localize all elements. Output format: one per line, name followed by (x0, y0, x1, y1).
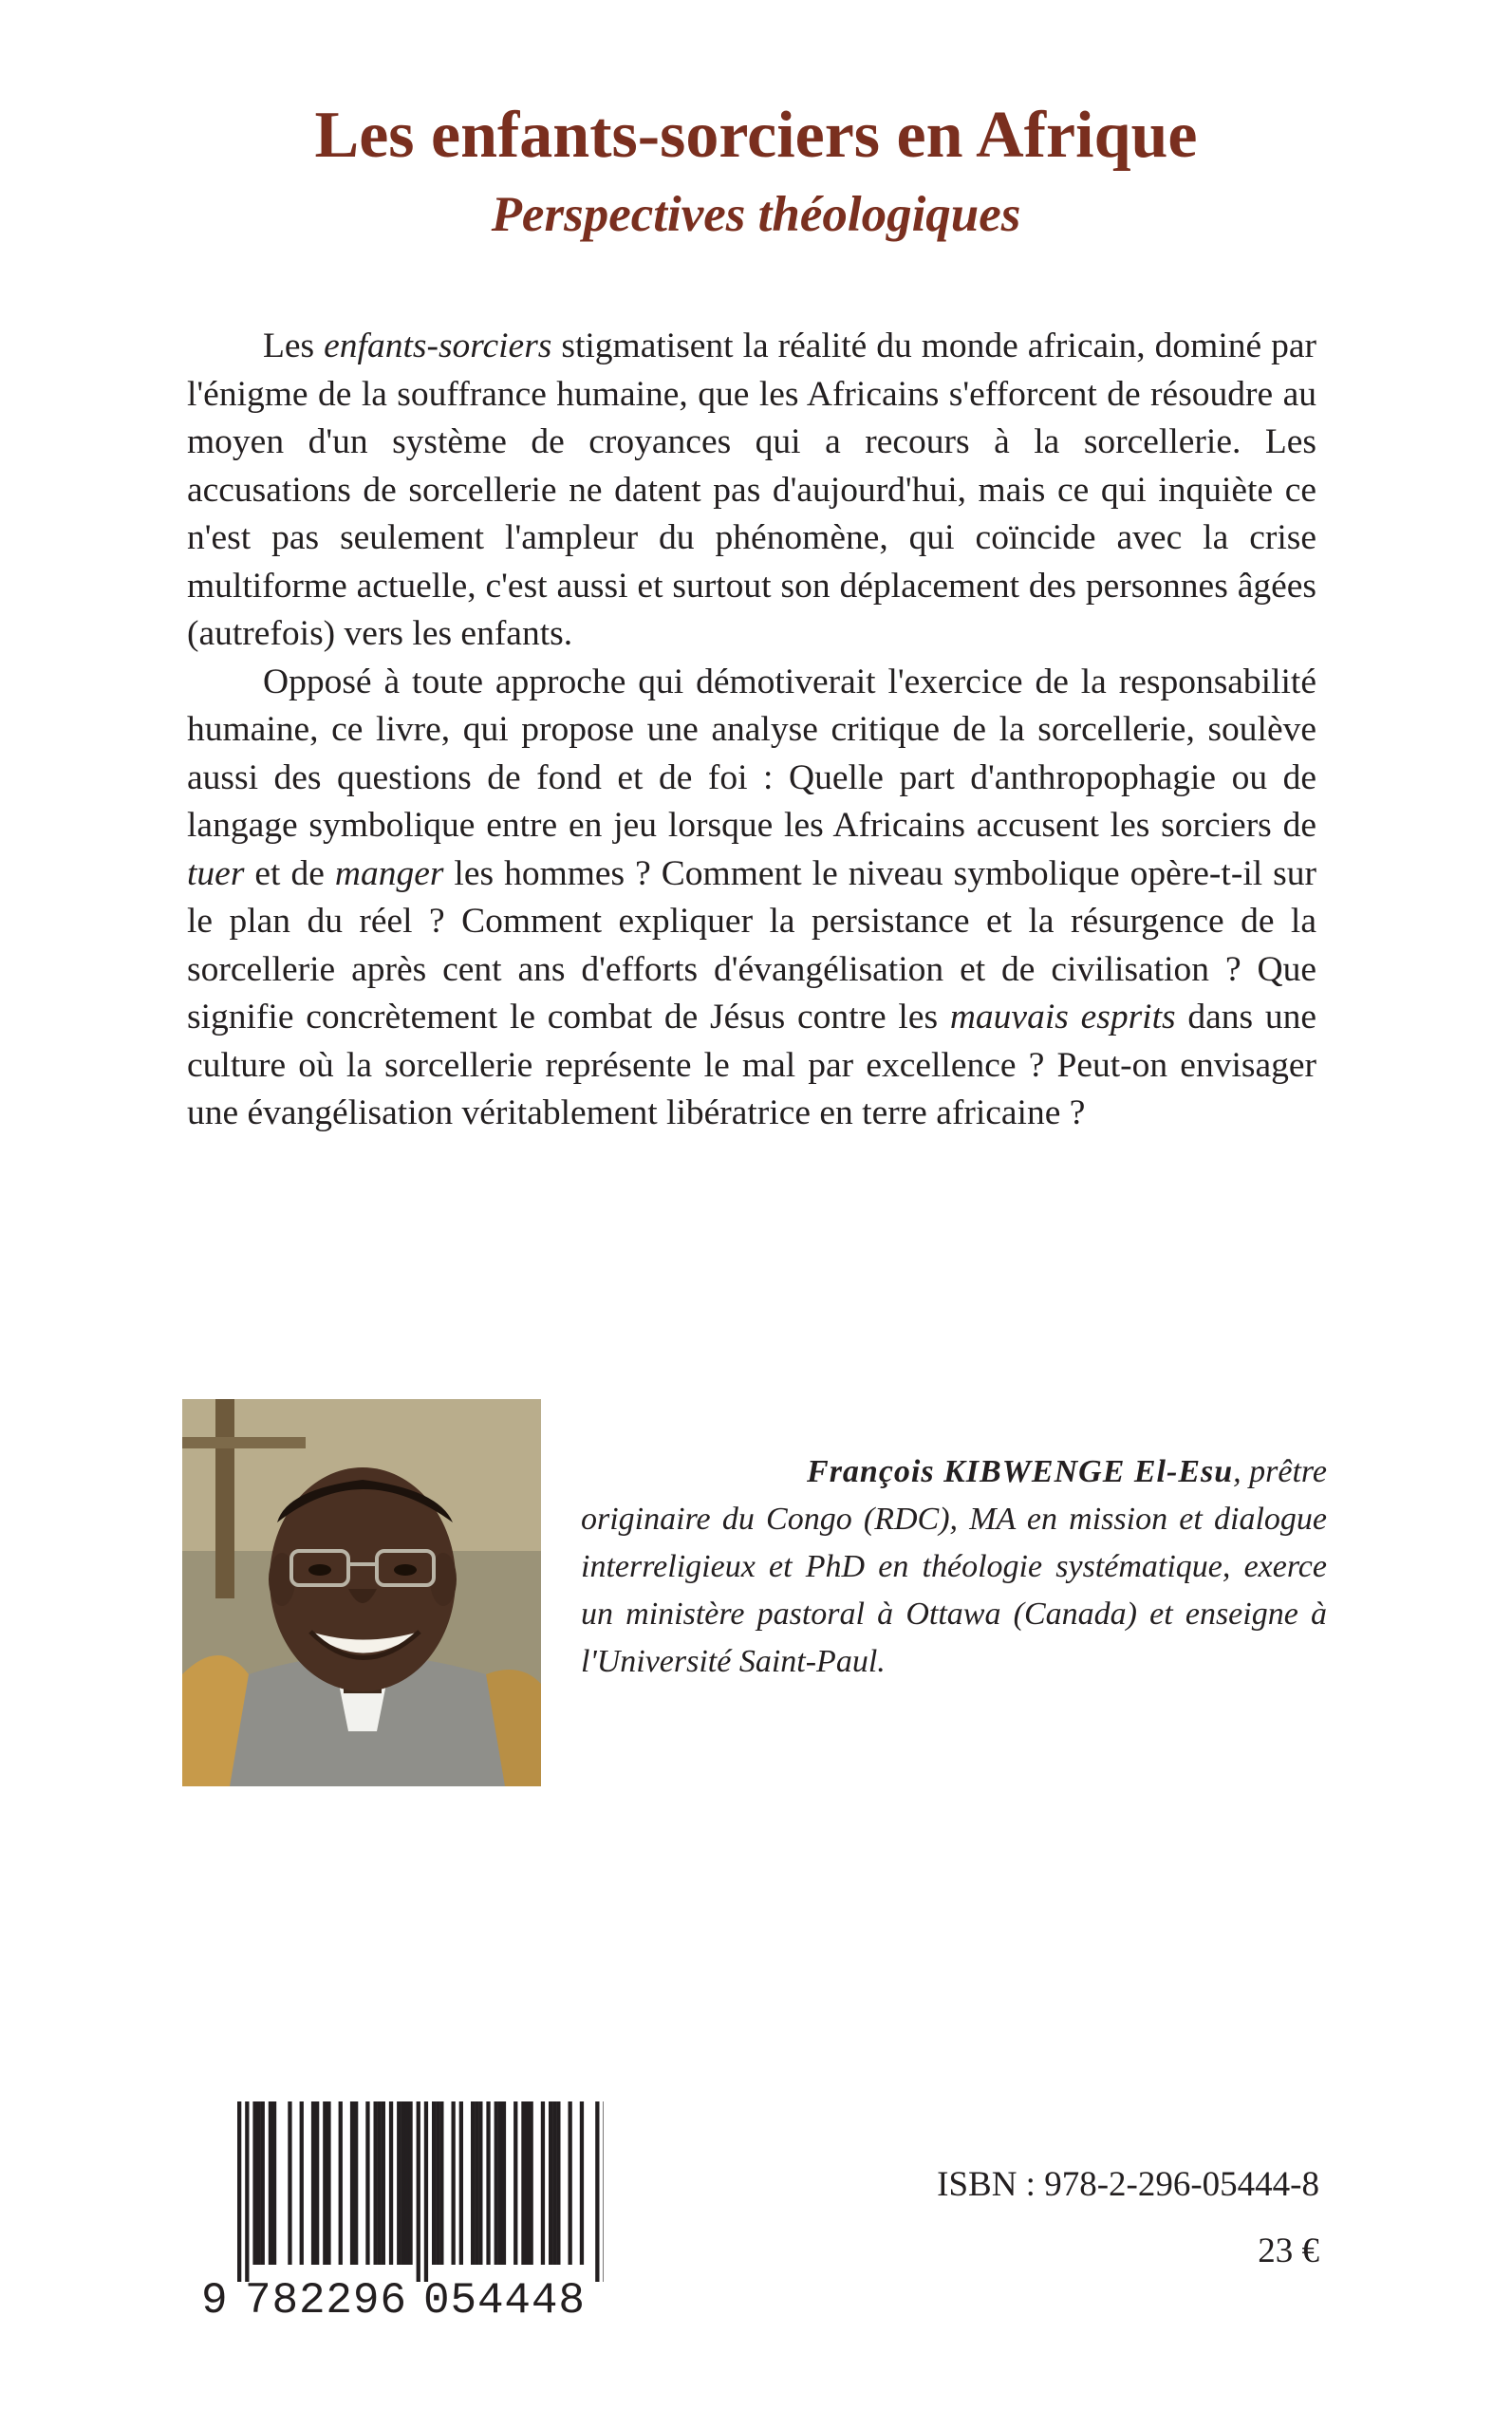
barcode-bar (315, 2101, 319, 2265)
blurb-paragraph-2 (187, 659, 1316, 1138)
barcode-bar (365, 2101, 369, 2265)
barcode (199, 2101, 604, 2316)
barcode-bar (439, 2101, 443, 2265)
barcode-bar (530, 2101, 533, 2265)
barcode-bar (389, 2101, 393, 2265)
barcode-bar (549, 2101, 552, 2265)
barcode-bar (339, 2101, 343, 2265)
barcode-bar (382, 2101, 385, 2265)
barcode-bar (300, 2101, 304, 2265)
text-run: dans une culture où la sorcellerie représente le mal par excellence ? Peut-on envisager une évangélisation véritablement libératrice en terre africaine ? (187, 998, 1317, 1132)
price-label: 23 € (1258, 2232, 1319, 2270)
barcode-bar (502, 2101, 506, 2265)
barcode-bar (261, 2101, 265, 2265)
text-run: stigmatisent la réalité du monde africain, dominé par l'énigme de la souffrance humaine, que les Africains s'efforcent de résoudre au moyen d'un système de croyances qui a recours à la sorcellerie. Les accusations de sorcellerie ne datent pas d'aujourd'hui, mais ce qui inquiète ce n'est pas seulement l'ampleur du phénomène, qui coïncide avec la crise multiforme actuelle, c'est aussi et surtout son déplacement des personnes âgées (autrefois) vers les enfants. (187, 327, 1316, 653)
barcode-bar (374, 2101, 378, 2265)
barcode-bar (378, 2101, 382, 2265)
book-title: Les enfants-sorciers en Afrique (314, 99, 1198, 172)
italic-phrase: enfants-sorciers (324, 327, 552, 365)
barcode-left-digits: 782296 (245, 2276, 406, 2316)
barcode-right-digits: 054448 (423, 2276, 585, 2316)
barcode-bar (323, 2101, 327, 2265)
barcode-bar (417, 2101, 420, 2282)
barcode-bar (595, 2101, 599, 2282)
text-run: Opposé à toute approche qui démotiverait l'exercice de la responsabilité humaine, ce livre, qui propose une analyse critique de la sorcellerie, soulève aussi des questions de fond et de foi : Quelle part d'anthropophagie ou de langage symbolique entre en jeu lorsque les Africains accusent les sorciers de (187, 662, 1316, 845)
barcode-bar (269, 2101, 272, 2265)
barcode-bar (541, 2101, 545, 2265)
barcode-bar (580, 2101, 584, 2265)
barcode-bar (432, 2101, 436, 2265)
barcode-bar (401, 2101, 404, 2265)
barcode-bar (486, 2101, 490, 2265)
barcode-lead-digit: 9 (201, 2276, 228, 2316)
text-run: et de (244, 853, 335, 893)
italic-phrase: mauvais esprits (949, 998, 1176, 1036)
barcode-bar (237, 2101, 241, 2282)
author-bio-first-line (581, 1448, 1327, 1496)
barcode-bar (452, 2101, 456, 2265)
barcode-bar (288, 2101, 291, 2265)
barcode-bar (552, 2101, 556, 2265)
text-run: Les (263, 327, 325, 365)
barcode-bar (311, 2101, 315, 2265)
author-bio (581, 1448, 1327, 1686)
barcode-bar (404, 2101, 408, 2265)
author-bio-first-fragment: , prêtre (1233, 1454, 1327, 1489)
barcode-bar (475, 2101, 478, 2265)
barcode-bar (521, 2101, 525, 2265)
barcode-bar (408, 2101, 412, 2265)
barcode-bar (525, 2101, 529, 2265)
blurb-paragraph-1 (187, 323, 1316, 659)
barcode-bar (495, 2101, 498, 2265)
barcode-bar (459, 2101, 463, 2265)
text-run: les hommes ? Comment le niveau symbolique opère-t-il sur le plan du réel ? Comment expliquer la persistance et la résurgence de la sorcellerie après cent ans d'efforts d'évangélisation et de civilisation ? Que signifie concrètement le combat de Jésus contre les (187, 853, 1316, 1036)
barcode-bar (397, 2101, 401, 2265)
barcode-bar (327, 2101, 330, 2265)
barcode-bar (498, 2101, 502, 2265)
barcode-bar (569, 2101, 572, 2265)
author-bio-body: originaire du Congo (RDC), MA en mission et dialogue interreligieux et PhD en théologie systématique, exerce un ministère pastoral à Ottawa (Canada) et enseigne à l'Université Saint-Paul. (581, 1502, 1327, 1679)
barcode-bar (350, 2101, 354, 2265)
barcode-bar (556, 2101, 560, 2265)
italic-phrase: manger (334, 853, 444, 893)
author-name: François KIBWENGE El-Esu (807, 1454, 1234, 1489)
book-subtitle: Perspectives théologiques (491, 187, 1021, 242)
author-photo (182, 1399, 541, 1786)
author-portrait-image (182, 1399, 541, 1786)
barcode-bar (603, 2101, 604, 2282)
barcode-bar (471, 2101, 475, 2265)
barcode-bar (478, 2101, 482, 2265)
isbn-number: ISBN : 978-2-296-05444-8 (937, 2165, 1319, 2204)
barcode-bar (513, 2101, 517, 2265)
barcode-bar (252, 2101, 256, 2265)
barcode-bar (245, 2101, 249, 2282)
italic-phrase: tuer (187, 853, 245, 893)
back-cover-blurb (187, 323, 1316, 1138)
barcode-bar (272, 2101, 276, 2265)
barcode-bar (354, 2101, 358, 2265)
barcode-bar (257, 2101, 261, 2265)
barcode-bar (424, 2101, 428, 2282)
barcode-bar (436, 2101, 439, 2265)
